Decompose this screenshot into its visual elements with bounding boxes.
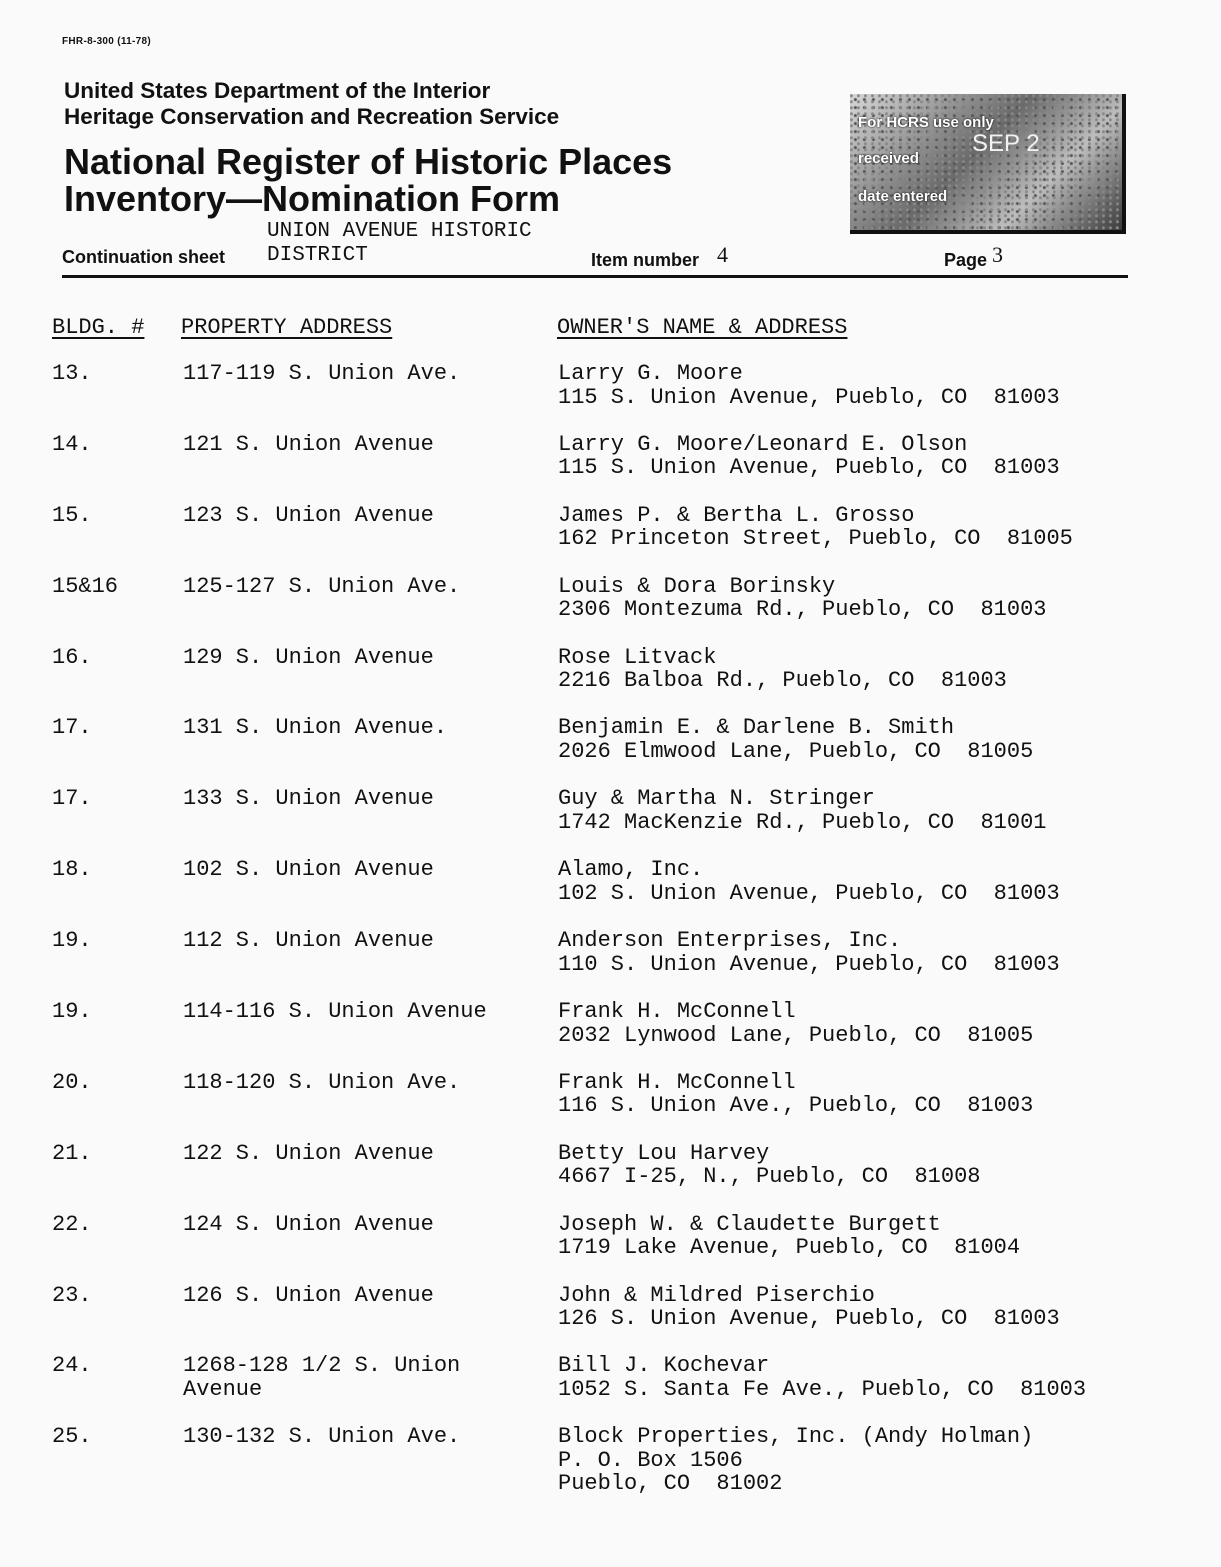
property-address: 124 S. Union Avenue <box>183 1211 434 1237</box>
page-label: Page <box>944 250 988 270</box>
table-row <box>0 787 1221 858</box>
owner-name-address: Betty Lou Harvey 4667 I-25, N., Pueblo, CO 81008 <box>558 1140 981 1190</box>
header-divider <box>62 275 1128 278</box>
bldg-number: 14. <box>52 431 92 457</box>
district-name <box>267 220 532 268</box>
table-row <box>0 575 1221 646</box>
column-header-bldg: BLDG. # <box>52 315 145 340</box>
table-row <box>0 433 1221 504</box>
owner-name-address: Alamo, Inc. 102 S. Union Avenue, Pueblo, CO 81003 <box>558 857 1060 906</box>
table-row <box>0 646 1221 717</box>
owner-name-address: Guy & Martha N. Stringer 1742 MacKenzie Rd., Pueblo, CO 81001 <box>558 786 1047 835</box>
agency-line-1: United States Department of the Interior <box>64 78 491 103</box>
owner-name-address: Frank H. McConnell 2032 Lynwood Lane, Pueblo, CO 81005 <box>558 999 1034 1048</box>
form-code: FHR-8-300 (11-78) <box>62 36 152 47</box>
property-address: 125-127 S. Union Ave. <box>183 573 461 599</box>
form-title <box>64 143 672 217</box>
office-use-stamp-box <box>850 94 1126 234</box>
property-address: 122 S. Union Avenue <box>183 1140 434 1166</box>
agency-line-2: Heritage Conservation and Recreation Service <box>64 104 560 129</box>
continuation-sheet-label: Continuation sheet <box>62 247 225 267</box>
property-table <box>0 362 1221 1496</box>
bldg-number: 23. <box>52 1282 92 1308</box>
owner-name-address: Anderson Enterprises, Inc. 110 S. Union Avenue, Pueblo, CO 81003 <box>558 928 1060 977</box>
agency-heading <box>64 78 559 130</box>
owner-name-address: Benjamin E. & Darlene B. Smith 2026 Elmwood Lane, Pueblo, CO 81005 <box>558 715 1034 764</box>
form-title-line-1: National Register of Historic Places <box>64 141 673 182</box>
table-row <box>0 858 1221 929</box>
table-row <box>0 1213 1221 1284</box>
bldg-number: 17. <box>52 715 92 741</box>
bldg-number: 16. <box>52 644 92 670</box>
owner-name-address: Frank H. McConnell 116 S. Union Ave., Pueblo, CO 81003 <box>558 1069 1034 1119</box>
owner-name-address: Joseph W. & Claudette Burgett 1719 Lake Avenue, Pueblo, CO 81004 <box>558 1211 1021 1261</box>
owner-name-address: Rose Litvack 2216 Balboa Rd., Pueblo, CO 81003 <box>558 644 1007 694</box>
bldg-number: 18. <box>52 857 92 883</box>
table-row <box>0 1071 1221 1142</box>
stamp-label-received: received <box>858 150 919 167</box>
district-name-line-2: DISTRICT <box>267 244 368 267</box>
property-address: 130-132 S. Union Ave. <box>183 1424 461 1450</box>
bldg-number: 24. <box>52 1353 92 1379</box>
property-address: 131 S. Union Avenue. <box>183 715 448 741</box>
owner-name-address: Block Properties, Inc. (Andy Holman) P. O. Box 1506 Pueblo, CO 81002 <box>558 1424 1034 1497</box>
owner-name-address: Louis & Dora Borinsky 2306 Montezuma Rd., Pueblo, CO 81003 <box>558 573 1047 623</box>
page-number-value: 3 <box>992 242 1003 267</box>
bldg-number: 15&16 <box>52 573 119 599</box>
property-address: 133 S. Union Avenue <box>183 786 434 812</box>
table-row <box>0 929 1221 1000</box>
owner-name-address: Bill J. Kochevar 1052 S. Santa Fe Ave., Pueblo, CO 81003 <box>558 1353 1087 1402</box>
form-title-line-2: Inventory—Nomination Form <box>64 178 561 219</box>
stamp-label-date-entered: date entered <box>858 188 948 205</box>
district-name-line-1: UNION AVENUE HISTORIC <box>267 220 532 243</box>
table-row <box>0 1284 1221 1355</box>
column-header-property-address: PROPERTY ADDRESS <box>181 315 393 340</box>
property-address: 114-116 S. Union Avenue <box>183 999 487 1025</box>
bldg-number: 25. <box>52 1424 92 1450</box>
column-header-owner: OWNER'S NAME & ADDRESS <box>557 315 848 340</box>
bldg-number: 13. <box>52 361 92 386</box>
table-row <box>0 1000 1221 1071</box>
owner-name-address: Larry G. Moore/Leonard E. Olson 115 S. Union Avenue, Pueblo, CO 81003 <box>558 431 1060 481</box>
owner-name-address: James P. & Bertha L. Grosso 162 Princeton Street, Pueblo, CO 81005 <box>558 502 1073 552</box>
table-row <box>0 1425 1221 1496</box>
bldg-number: 19. <box>52 999 92 1025</box>
property-address: 126 S. Union Avenue <box>183 1282 434 1308</box>
table-row <box>0 504 1221 575</box>
property-address: 129 S. Union Avenue <box>183 644 434 670</box>
stamp-received-date: SEP 2 <box>972 130 1040 157</box>
owner-name-address: Larry G. Moore 115 S. Union Avenue, Pueblo, CO 81003 <box>558 361 1060 410</box>
property-address: 112 S. Union Avenue <box>183 928 434 954</box>
bldg-number: 15. <box>52 502 92 528</box>
table-row <box>0 716 1221 787</box>
owner-name-address: John & Mildred Piserchio 126 S. Union Avenue, Pueblo, CO 81003 <box>558 1282 1060 1332</box>
bldg-number: 21. <box>52 1140 92 1166</box>
property-address: 123 S. Union Avenue <box>183 502 434 528</box>
stamp-label-hcrs-use: For HCRS use only <box>858 114 994 131</box>
bldg-number: 22. <box>52 1211 92 1237</box>
item-number-value: 4 <box>717 242 728 267</box>
table-row <box>0 1142 1221 1213</box>
property-address: 117-119 S. Union Ave. <box>183 361 461 386</box>
property-address: 1268-128 1/2 S. Union Avenue <box>183 1353 461 1402</box>
item-number-label: Item number <box>591 250 700 270</box>
bldg-number: 19. <box>52 928 92 954</box>
property-address: 118-120 S. Union Ave. <box>183 1069 461 1095</box>
bldg-number: 17. <box>52 786 92 812</box>
table-row <box>0 1354 1221 1425</box>
property-address: 121 S. Union Avenue <box>183 431 434 457</box>
table-row <box>0 362 1221 433</box>
property-address: 102 S. Union Avenue <box>183 857 434 883</box>
bldg-number: 20. <box>52 1069 92 1095</box>
